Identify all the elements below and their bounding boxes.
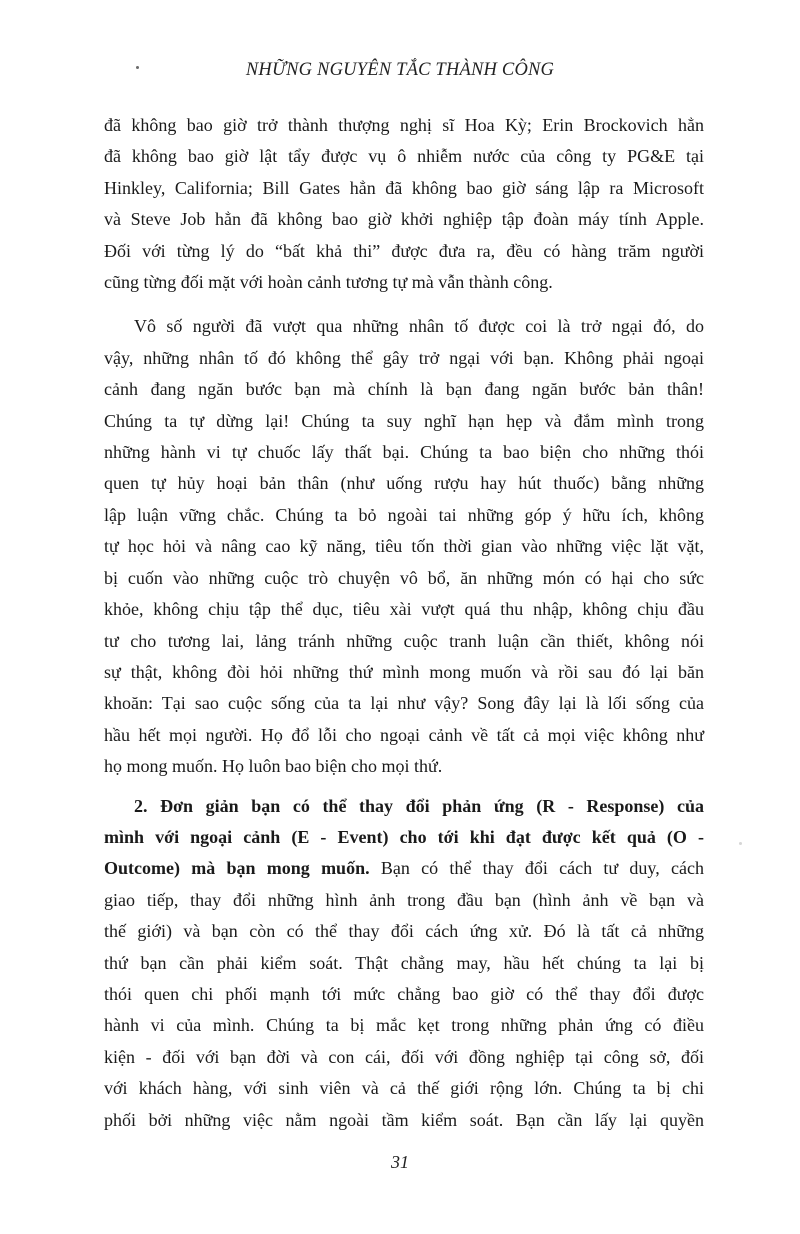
text-line	[104, 500, 704, 531]
text-segment: cảnh đang ngăn bước bạn mà chính là bạn đang ngăn bước bản thân!	[104, 379, 704, 400]
text-segment: cũng từng đối mặt với hoàn cảnh tương tự mà vẫn thành công.	[104, 272, 553, 293]
text-line	[104, 1010, 704, 1041]
text-line	[104, 468, 704, 499]
text-line	[104, 311, 704, 342]
text-segment: tư cho tương lai, lảng tránh những cuộc tranh luận cần thiết, không nói	[104, 630, 704, 651]
paragraph	[104, 791, 704, 1136]
text-segment: hầu hết mọi người. Họ đổ lỗi cho ngoại cảnh về tất cả mọi việc không như	[104, 724, 704, 745]
text-line	[104, 374, 704, 405]
text-segment: hành vi của mình. Chúng ta bị mắc kẹt trong những phản ứng có điều	[104, 1015, 704, 1036]
text-line	[104, 916, 704, 947]
text-line	[104, 267, 704, 298]
text-line	[104, 531, 704, 562]
paragraph	[104, 110, 704, 298]
text-line	[104, 437, 704, 468]
text-segment: họ mong muốn. Họ luôn bao biện cho mọi thứ.	[104, 756, 443, 777]
text-line	[104, 1073, 704, 1104]
text-line	[104, 979, 704, 1010]
text-line	[104, 720, 704, 751]
text-line	[104, 141, 704, 172]
text-segment: lập luận vững chắc. Chúng ta bỏ ngoài tai những góp ý hữu ích, không	[104, 504, 704, 525]
text-line	[104, 594, 704, 625]
bold-text-segment: 2. Đơn giản bạn có thể thay đổi phản ứng (R - Response) của	[134, 795, 704, 816]
text-segment: Chúng ta tự dừng lại! Chúng ta suy nghĩ hạn hẹp và đắm mình trong	[104, 410, 704, 431]
text-line	[104, 822, 704, 853]
text-segment: khỏe, không chịu tập thể dục, tiêu xài vượt quá thu nhập, không chịu đầu	[104, 599, 704, 620]
text-segment: khoăn: Tại sao cuộc sống của ta lại như vậy? Song đây lại là lối sống của	[104, 693, 704, 714]
bold-text-segment: mình với ngoại cảnh (E - Event) cho tới khi đạt được kết quả (O -	[104, 826, 704, 847]
text-line	[104, 948, 704, 979]
text-line	[104, 1105, 704, 1136]
text-line	[104, 657, 704, 688]
text-line	[104, 626, 704, 657]
running-head: NHỮNG NGUYÊN TẮC THÀNH CÔNG	[245, 60, 555, 80]
text-line	[104, 204, 704, 235]
text-line	[104, 688, 704, 719]
text-segment: Bạn có thể thay đổi cách tư duy, cách	[369, 858, 704, 879]
text-line	[104, 853, 704, 884]
text-segment: đã không bao giờ trở thành thượng nghị sĩ Hoa Kỳ; Erin Brockovich hẳn	[104, 115, 704, 135]
bold-text-segment: Outcome) mà bạn mong muốn.	[104, 858, 370, 879]
text-segment: tự học hỏi và nâng cao kỹ năng, tiêu tốn thời gian vào những việc lặt vặt,	[104, 536, 704, 557]
text-segment: quen tự hủy hoại bản thân (như uống rượu hay hút thuốc) bằng những	[104, 473, 704, 494]
page-number: 31	[391, 1152, 409, 1172]
text-line	[104, 1042, 704, 1073]
text-segment: sự thật, không đòi hỏi những thứ mình mong muốn và rồi sau đó lại băn	[104, 661, 704, 682]
text-segment: phối bởi những việc nằm ngoài tầm kiểm soát. Bạn cần lấy lại quyền	[104, 1109, 704, 1130]
text-line	[104, 563, 704, 594]
text-line	[104, 236, 704, 267]
text-line	[104, 406, 704, 437]
scan-speck-dot	[739, 842, 742, 845]
text-line	[104, 173, 704, 204]
text-line	[104, 885, 704, 916]
text-line	[104, 343, 704, 374]
text-segment: vậy, những nhân tố đó không thể gây trở ngại với bạn. Không phải ngoại	[104, 347, 704, 368]
text-segment: những hành vi tự chuốc lấy thất bại. Chúng ta bao biện cho những thói	[104, 442, 704, 463]
text-segment: Đối với từng lý do “bất khả thi” được đưa ra, đều có hàng trăm người	[104, 240, 704, 261]
text-segment: bị cuốn vào những cuộc trò chuyện vô bổ, ăn những món có hại cho sức	[104, 567, 704, 588]
text-segment: đã không bao giờ lật tẩy được vụ ô nhiễm nước của công ty PG&E tại	[104, 146, 704, 167]
text-segment: thế giới) và bạn còn có thể thay đổi cách ứng xử. Đó là tất cả những	[104, 921, 704, 942]
text-segment: kiện - đối với bạn đời và con cái, đối với đồng nghiệp tại công sở, đối	[104, 1046, 704, 1067]
scan-speck-dot	[136, 66, 139, 69]
text-line	[104, 110, 704, 141]
text-line	[104, 751, 704, 782]
text-line	[104, 791, 704, 822]
text-segment: Vô số người đã vượt qua những nhân tố được coi là trở ngại đó, do	[134, 316, 704, 337]
text-segment: và Steve Job hẳn đã không bao giờ khởi nghiệp tập đoàn máy tính Apple.	[104, 209, 704, 230]
text-segment: với khách hàng, với sinh viên và cả thế giới rộng lớn. Chúng ta bị chi	[104, 1078, 704, 1099]
paragraph	[104, 311, 704, 782]
text-segment: thói quen chi phối mạnh tới mức chẳng bao giờ có thể thay đổi được	[104, 983, 704, 1004]
text-segment: thứ bạn cần phải kiểm soát. Thật chẳng may, hầu hết chúng ta lại bị	[104, 952, 704, 973]
text-segment: Hinkley, California; Bill Gates hẳn đã không bao giờ sáng lập ra Microsoft	[104, 177, 704, 198]
page-body	[104, 110, 704, 1136]
text-segment: giao tiếp, thay đổi những hình ảnh trong đầu bạn (hình ảnh về bạn và	[104, 889, 704, 910]
